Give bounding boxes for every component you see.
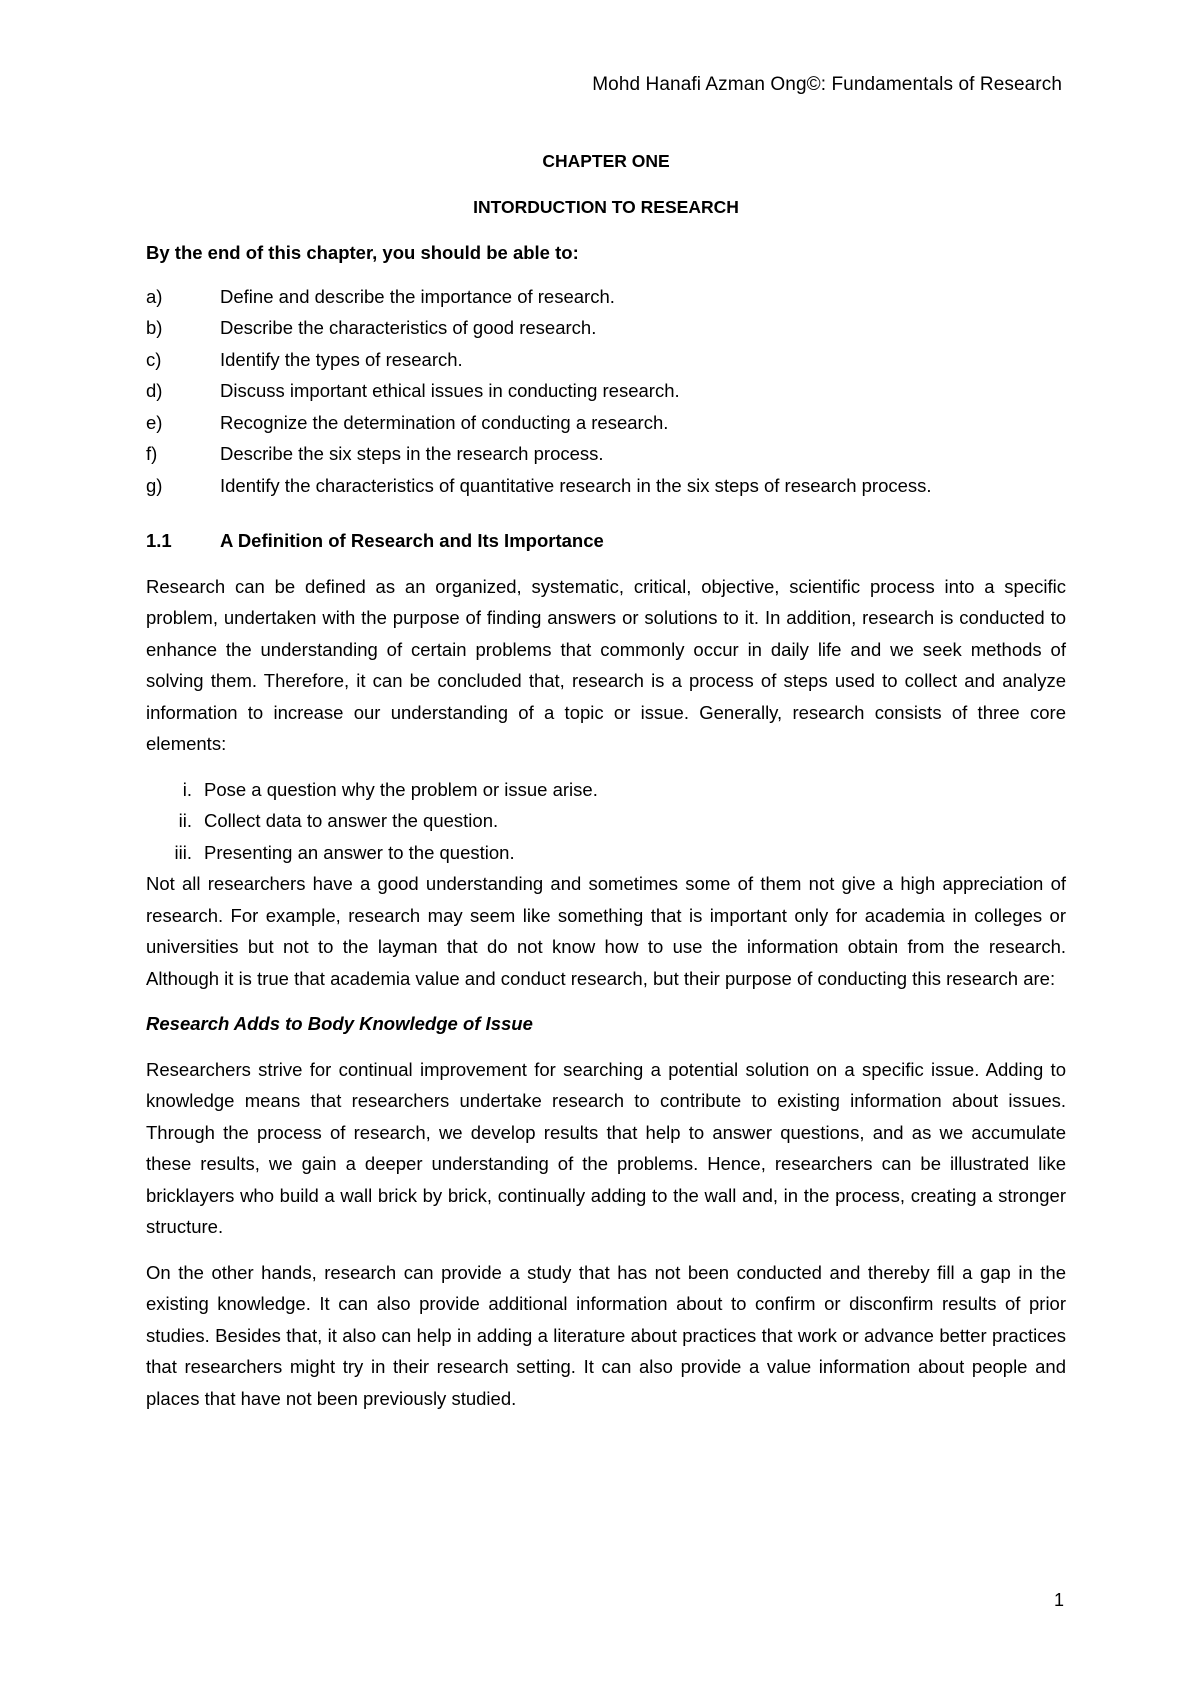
list-marker: iii. [174, 841, 192, 863]
section-heading [146, 525, 1066, 557]
paragraph-gap: On the other hands, research can provide a study that has not been conducted and thereby fill a gap in the existing knowledge. It can also provide additional information about to confirm or disconfirm results of prior studies. Besides that, it also can help in adding a literature about practices that work or advance better practices that researchers might try in their research setting. It can also provide a value information about people and places that have not been previously studied. [146, 1261, 1066, 1409]
section-number: 1.1 [146, 530, 172, 551]
objective-item [146, 344, 1066, 376]
list-marker: f) [146, 443, 158, 464]
list-marker: d) [146, 380, 163, 401]
paragraph-appreciation: Not all researchers have a good understanding and sometimes some of them not give a high appreciation of research. For example, research may seem like something that is important only for academia in colleges or universities but not to the layman that do not know how to use the information obtain from the research. Although it is true that academia value and conduct research, but their purpose of conducting this research are: [146, 873, 1066, 989]
core-element-item [146, 837, 1066, 869]
objective-text: Define and describe the importance of research. [220, 285, 615, 307]
subheading: Research Adds to Body Knowledge of Issue [146, 1013, 533, 1034]
paragraph-definition: Research can be defined as an organized, systematic, critical, objective, scientific process into a specific problem, undertaken with the purpose of finding answers or solutions to it. In addition, research is conducted to enhance the understanding of certain problems that commonly occur in daily life and we seek methods of solving them. Therefore, it can be concluded that, research is a process of steps used to collect and analyze information to increase our understanding of a topic or issue. Generally, research consists of three core elements: [146, 575, 1066, 754]
core-element-text: Pose a question why the problem or issue arise. [204, 778, 598, 800]
list-marker: a) [146, 285, 163, 307]
document-body [146, 146, 1066, 1428]
paragraph-knowledge: Researchers strive for continual improvement for searching a potential solution on a specific issue. Adding to knowledge means that researchers undertake research to contribute to existing information about issues. Through the process of research, we develop results that help to answer questions, and as we accumulate these results, we gain a deeper understanding of the problems. Hence, researchers can be illustrated like bricklayers who build a wall brick by brick, continually adding to the wall and, in the process, creating a stronger structure. [146, 1058, 1066, 1237]
objective-item [146, 438, 1066, 470]
objective-item [146, 470, 1066, 502]
objective-text: Describe the characteristics of good research. [220, 317, 597, 338]
chapter-label: CHAPTER ONE [542, 151, 670, 171]
objective-text: Recognize the determination of conducting a research. [220, 411, 669, 433]
core-element-item [146, 805, 1066, 837]
list-marker: c) [146, 348, 162, 370]
running-header: Mohd Hanafi Azman Ong©: Fundamentals of Research [592, 74, 1062, 95]
list-marker: i. [182, 778, 192, 800]
objectives-intro: By the end of this chapter, you should be able to: [146, 242, 579, 263]
core-element-item [146, 774, 1066, 806]
objectives-list [146, 281, 1066, 502]
objective-text: Identify the characteristics of quantitative research in the six steps of research process. [220, 474, 932, 496]
page-number: 1 [1053, 1590, 1064, 1610]
objective-text: Discuss important ethical issues in conducting research. [220, 380, 680, 401]
objective-text: Describe the six steps in the research process. [220, 443, 604, 464]
objective-text: Identify the types of research. [220, 348, 463, 370]
objective-item [146, 312, 1066, 344]
list-marker: ii. [178, 810, 192, 831]
chapter-title: INTORDUCTION TO RESEARCH [473, 196, 739, 217]
section-title: A Definition of Research and Its Importance [220, 530, 604, 551]
list-marker: e) [146, 411, 163, 433]
list-marker: b) [146, 317, 163, 338]
list-marker: g) [146, 474, 163, 496]
core-element-text: Presenting an answer to the question. [204, 841, 515, 863]
core-element-text: Collect data to answer the question. [204, 810, 499, 831]
objective-item [146, 375, 1066, 407]
objective-item [146, 407, 1066, 439]
core-elements-list [146, 774, 1066, 869]
objective-item [146, 281, 1066, 313]
